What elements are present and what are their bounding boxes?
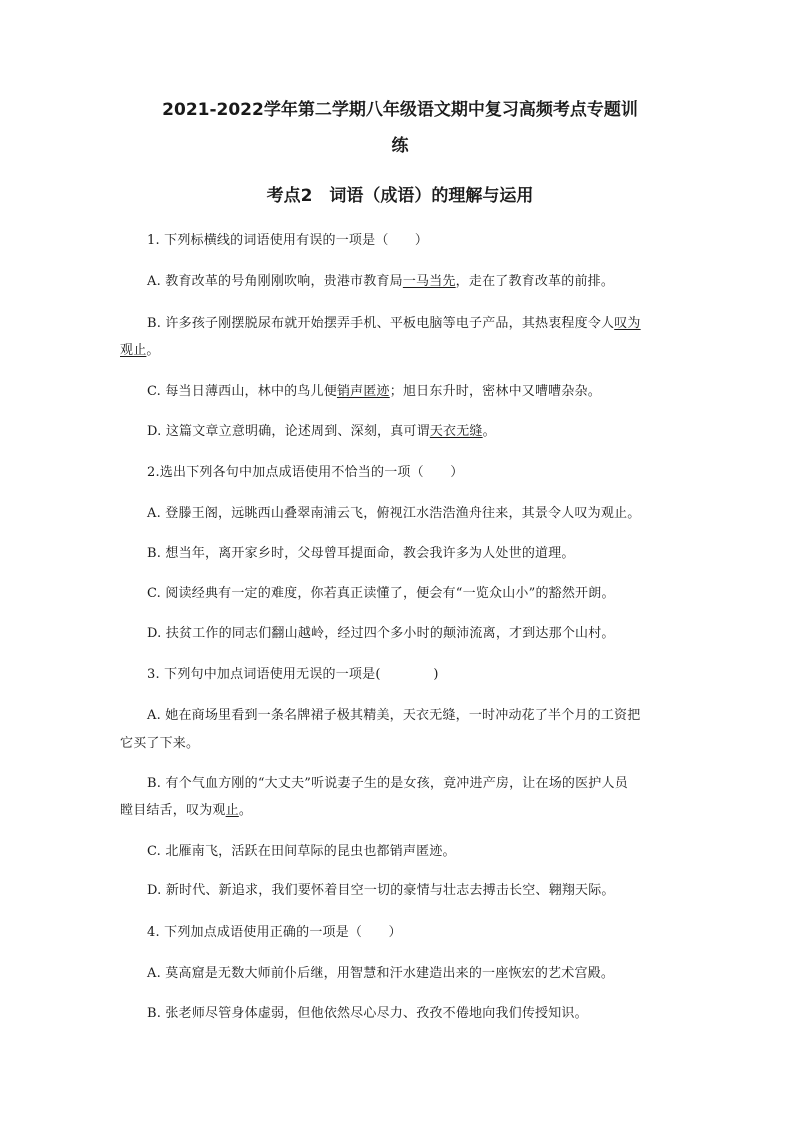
text-segment: ，走在了教育改革的前排。: [455, 274, 615, 289]
q1-stem: 1. 下列标横线的词语使用有误的一项是（ ）: [147, 233, 429, 248]
q2-stem: 2.选出下列各句中加点成语使用不恰当的一项（ ）: [147, 465, 464, 480]
text-segment: D. 这篇文章立意明确，论述周到、深刻，真可谓: [147, 424, 430, 439]
q1-option-c: [147, 384, 707, 400]
q3-option-b: B. 有个气血方刚的“大丈夫”听说妻子生的是女孩，竟冲进产房，让在场的医护人员: [147, 776, 628, 791]
section-subtitle: 考点2 词语（成语）的理解与运用: [266, 186, 534, 206]
q1-option-b-cont: [120, 343, 680, 359]
text-segment: 。: [482, 424, 496, 439]
q4-stem: 4. 下列加点成语使用正确的一项是（ ）: [147, 925, 402, 940]
page-title-continuation: 练: [391, 136, 409, 156]
q4-option-b: B. 张老师尽管身体虚弱，但他依然尽心尽力、孜孜不倦地向我们传授知识。: [147, 1006, 588, 1021]
underlined-phrase: 止: [225, 803, 239, 818]
text-segment: C. 每当日薄西山，林中的鸟儿便: [147, 384, 337, 399]
page-title: 2021-2022学年第二学期八年级语文期中复习高频考点专题训: [162, 100, 638, 120]
text-segment: B. 许多孩子刚摆脱尿布就开始摆弄手机、平板电脑等电子产品，其热衷程度令人: [147, 316, 615, 331]
text-segment: 。: [238, 803, 253, 818]
q3-option-a: A. 她在商场里看到一条名牌裙子极其精美，天衣无缝，一时冲动花了半个月的工资把: [147, 708, 641, 723]
underlined-phrase: 一马当先: [402, 274, 456, 289]
q3-option-c: C. 北雁南飞，活跃在田间草际的昆虫也都销声匿迹。: [147, 844, 456, 859]
q2-option-b: B. 想当年，离开家乡时，父母曾耳提面命，教会我许多为人处世的道理。: [147, 546, 575, 561]
q2-option-a: A. 登滕王阁，远眺西山叠翠南浦云飞，俯视江水浩浩渔舟往来，其景令人叹为观止。: [147, 506, 641, 521]
underlined-phrase: 观止: [120, 343, 147, 358]
q1-option-d: [147, 424, 707, 440]
underlined-phrase: 叹为: [614, 316, 641, 331]
underlined-phrase: 天衣无缝: [429, 424, 483, 439]
q3-option-d: D. 新时代、新追求，我们要怀着目空一切的豪情与壮志去搏击长空、翱翔天际。: [147, 883, 615, 898]
text-segment: ；旭日东升时，密林中又嘈嘈杂杂。: [389, 384, 601, 399]
q4-option-a: A. 莫高窟是无数大师前仆后继，用智慧和汗水建造出来的一座恢宏的艺术宫殿。: [147, 966, 615, 981]
q1-option-a: [147, 274, 707, 290]
q3-stem: 3. 下列句中加点词语使用无误的一项是( ): [147, 667, 439, 682]
q3-option-a-cont: 它买了下来。: [120, 736, 200, 751]
q2-option-c: C. 阅读经典有一定的难度，你若真正读懂了，便会有“一览众山小”的豁然开朗。: [147, 586, 615, 601]
text-segment: 。: [146, 343, 160, 358]
text-segment: A. 教育改革的号角刚刚吹响，贵港市教育局: [147, 274, 403, 289]
q2-option-d: D. 扶贫工作的同志们翻山越岭，经过四个多小时的颠沛流离，才到达那个山村。: [147, 626, 615, 641]
text-segment: 瞠目结舌，叹为观: [120, 803, 226, 818]
q1-option-b: [147, 316, 707, 332]
q3-option-b-cont: [120, 803, 680, 819]
underlined-phrase: 销声匿迹: [336, 384, 390, 399]
